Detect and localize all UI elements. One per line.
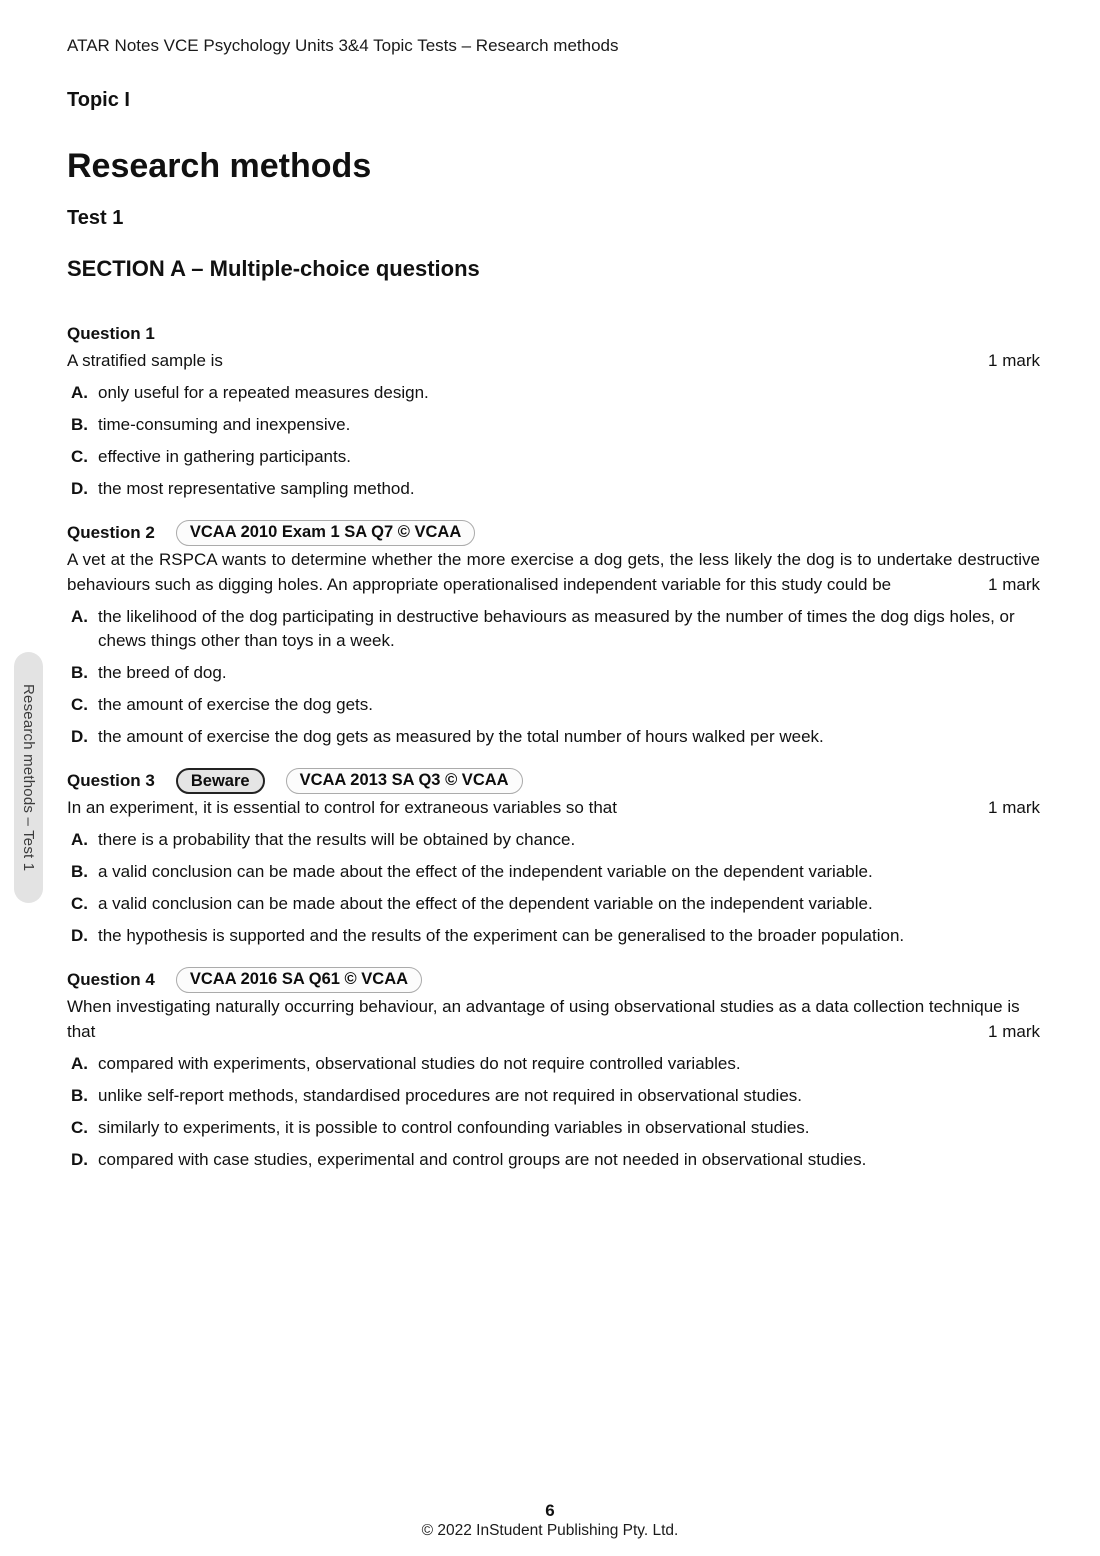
option-letter: D. bbox=[71, 926, 88, 945]
question-3-block bbox=[67, 769, 1040, 948]
option-a bbox=[67, 1052, 1040, 1076]
option-letter: D. bbox=[71, 1150, 88, 1169]
option-letter: B. bbox=[71, 663, 88, 682]
option-c bbox=[67, 892, 1040, 916]
option-letter: C. bbox=[71, 1118, 88, 1137]
option-letter: B. bbox=[71, 415, 88, 434]
question-stem: In an experiment, it is essential to control for extraneous variables so that bbox=[67, 798, 617, 817]
option-text: the likelihood of the dog participating in destructive behaviours as measured by the number of times the dog digs holes, or chews things other than toys in a week. bbox=[98, 607, 1015, 650]
option-letter: D. bbox=[71, 479, 88, 498]
marks-label: 1 mark bbox=[988, 798, 1040, 817]
option-letter: B. bbox=[71, 1086, 88, 1105]
question-4-heading bbox=[67, 968, 1040, 992]
question-2-block bbox=[67, 521, 1040, 749]
option-text: the most representative sampling method. bbox=[98, 479, 415, 498]
question-4-stem-row bbox=[67, 994, 1040, 1044]
option-text: there is a probability that the results will be obtained by chance. bbox=[98, 830, 576, 849]
option-letter: C. bbox=[71, 447, 88, 466]
test-label: Test 1 bbox=[67, 207, 124, 229]
question-label: Question 3 bbox=[67, 771, 155, 790]
vcaa-source-badge: VCAA 2013 SA Q3 © VCAA bbox=[286, 768, 523, 794]
option-b bbox=[67, 860, 1040, 884]
option-letter: C. bbox=[71, 695, 88, 714]
option-text: time-consuming and inexpensive. bbox=[98, 415, 351, 434]
option-text: effective in gathering participants. bbox=[98, 447, 351, 466]
question-3-heading bbox=[67, 769, 1040, 793]
option-letter: A. bbox=[71, 830, 88, 849]
option-c bbox=[67, 1116, 1040, 1140]
vcaa-source-badge: VCAA 2016 SA Q61 © VCAA bbox=[176, 967, 422, 993]
page-footer bbox=[0, 1500, 1100, 1541]
option-text: unlike self-report methods, standardised procedures are not required in observational studies. bbox=[98, 1086, 803, 1105]
question-1-stem-row bbox=[67, 348, 1040, 373]
option-letter: C. bbox=[71, 894, 88, 913]
option-c bbox=[67, 445, 1040, 469]
option-letter: A. bbox=[71, 383, 88, 402]
option-d bbox=[67, 1148, 1040, 1172]
marks-label: 1 mark bbox=[988, 575, 1040, 594]
option-text: similarly to experiments, it is possible to control confounding variables in observational studies. bbox=[98, 1118, 810, 1137]
option-text: the amount of exercise the dog gets. bbox=[98, 695, 374, 714]
option-a bbox=[67, 381, 1040, 405]
question-stem: A vet at the RSPCA wants to determine whether the more exercise a dog gets, the less likely the dog is to undertake destructive behaviours such as digging holes. An appropriate operationalised independent variable for this study could be bbox=[67, 550, 1040, 594]
marks-label: 1 mark bbox=[988, 1022, 1040, 1041]
option-letter: A. bbox=[71, 607, 88, 626]
question-label: Question 1 bbox=[67, 324, 155, 343]
page-number: 6 bbox=[545, 1501, 555, 1520]
running-header: ATAR Notes VCE Psychology Units 3&4 Topic Tests – Research methods bbox=[67, 36, 619, 55]
question-1-heading bbox=[67, 322, 1040, 346]
question-1-block bbox=[67, 322, 1040, 501]
question-stem: A stratified sample is bbox=[67, 351, 223, 370]
topic-label: Topic I bbox=[67, 89, 130, 111]
option-text: compared with case studies, experimental and control groups are not needed in observational studies. bbox=[98, 1150, 867, 1169]
option-d bbox=[67, 477, 1040, 501]
question-3-stem-row bbox=[67, 795, 1040, 820]
option-b bbox=[67, 1084, 1040, 1108]
option-letter: D. bbox=[71, 727, 88, 746]
option-b bbox=[67, 413, 1040, 437]
question-4-block bbox=[67, 968, 1040, 1172]
question-label: Question 4 bbox=[67, 970, 155, 989]
option-text: a valid conclusion can be made about the effect of the independent variable on the dependent variable. bbox=[98, 862, 873, 881]
option-b bbox=[67, 661, 1040, 685]
option-a bbox=[67, 828, 1040, 852]
option-letter: A. bbox=[71, 1054, 88, 1073]
chapter-thumb-tab-label: Research methods – Test 1 bbox=[20, 683, 37, 872]
vcaa-source-badge: VCAA 2010 Exam 1 SA Q7 © VCAA bbox=[176, 520, 475, 546]
option-text: the breed of dog. bbox=[98, 663, 227, 682]
option-d bbox=[67, 725, 1040, 749]
option-text: the amount of exercise the dog gets as measured by the total number of hours walked per week. bbox=[98, 727, 824, 746]
option-text: a valid conclusion can be made about the effect of the dependent variable on the independent variable. bbox=[98, 894, 873, 913]
option-a bbox=[67, 605, 1040, 653]
copyright-line: © 2022 InStudent Publishing Pty. Ltd. bbox=[421, 1522, 679, 1539]
page-title: Research methods bbox=[67, 147, 372, 185]
question-2-heading bbox=[67, 521, 1040, 545]
option-text: only useful for a repeated measures design. bbox=[98, 383, 429, 402]
question-label: Question 2 bbox=[67, 523, 155, 542]
chapter-thumb-tab bbox=[14, 652, 43, 903]
option-c bbox=[67, 693, 1040, 717]
option-text: compared with experiments, observational studies do not require controlled variables. bbox=[98, 1054, 741, 1073]
option-d bbox=[67, 924, 1040, 948]
option-text: the hypothesis is supported and the results of the experiment can be generalised to the broader population. bbox=[98, 926, 905, 945]
beware-badge: Beware bbox=[176, 768, 265, 794]
question-stem: When investigating naturally occurring behaviour, an advantage of using observational studies as a data collection technique is that bbox=[67, 997, 1020, 1041]
marks-label: 1 mark bbox=[988, 351, 1040, 370]
question-2-stem-row bbox=[67, 547, 1040, 597]
option-letter: B. bbox=[71, 862, 88, 881]
section-heading: SECTION A – Multiple-choice questions bbox=[67, 256, 480, 281]
